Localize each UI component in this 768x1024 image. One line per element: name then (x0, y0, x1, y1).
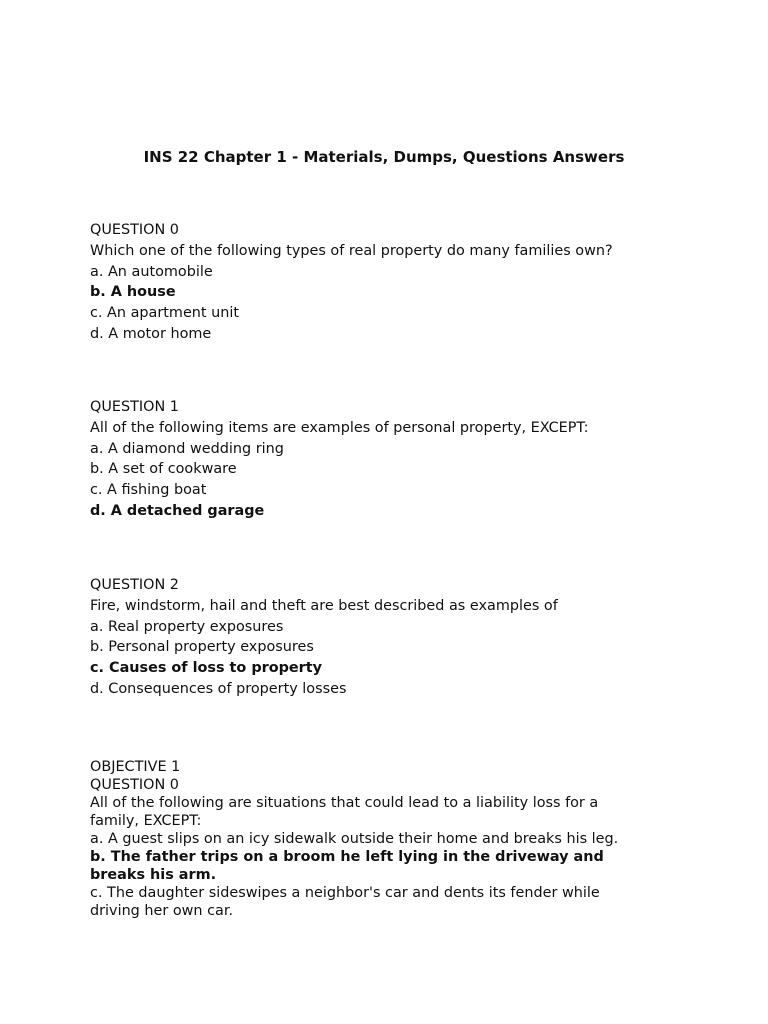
answer-option-b-correct: b. A house (90, 284, 176, 301)
answer-option-b: b. A set of cookware (90, 461, 237, 478)
answer-option-c: c. A fishing boat (90, 482, 207, 499)
answer-option-a: a. Real property exposures (90, 618, 284, 635)
answer-option-d: d. A motor home (90, 325, 212, 342)
document-title: INS 22 Chapter 1 - Materials, Dumps, Questions Answers (143, 148, 625, 166)
objective-heading: OBJECTIVE 1 (90, 759, 181, 775)
answer-option-d-correct: d. A detached garage (90, 502, 265, 519)
question-prompt: All of the following are situations that could lead to a liability loss for a family, EXCEPT: (90, 795, 599, 829)
answer-option-c: c. An apartment unit (90, 305, 240, 322)
question-heading: QUESTION 0 (90, 222, 179, 238)
question-block-2 (90, 575, 650, 700)
answer-option-c-correct: c. Causes of loss to property (90, 660, 323, 677)
answer-option-d: d. Consequences of property losses (90, 680, 347, 697)
answer-option-b-correct: b. The father trips on a broom he left lying in the driveway and breaks his arm. (90, 849, 604, 883)
question-prompt: Which one of the following types of real property do many families own? (90, 242, 613, 259)
question-heading: QUESTION 0 (90, 777, 179, 793)
question-block-0 (90, 220, 650, 345)
question-prompt: Fire, windstorm, hail and theft are best described as examples of (90, 597, 558, 614)
question-prompt: All of the following items are examples of personal property, EXCEPT: (90, 419, 589, 436)
question-block-1 (90, 397, 650, 522)
question-heading: QUESTION 1 (90, 399, 179, 415)
objective-block (90, 758, 650, 920)
answer-option-c: c. The daughter sideswipes a neighbor's car and dents its fender while driving her own car. (90, 885, 600, 919)
answer-option-a: a. A guest slips on an icy sidewalk outside their home and breaks his leg. (90, 831, 619, 847)
answer-option-a: a. A diamond wedding ring (90, 440, 284, 457)
question-heading: QUESTION 2 (90, 577, 179, 593)
answer-option-a: a. An automobile (90, 263, 213, 280)
answer-option-b: b. Personal property exposures (90, 639, 314, 656)
